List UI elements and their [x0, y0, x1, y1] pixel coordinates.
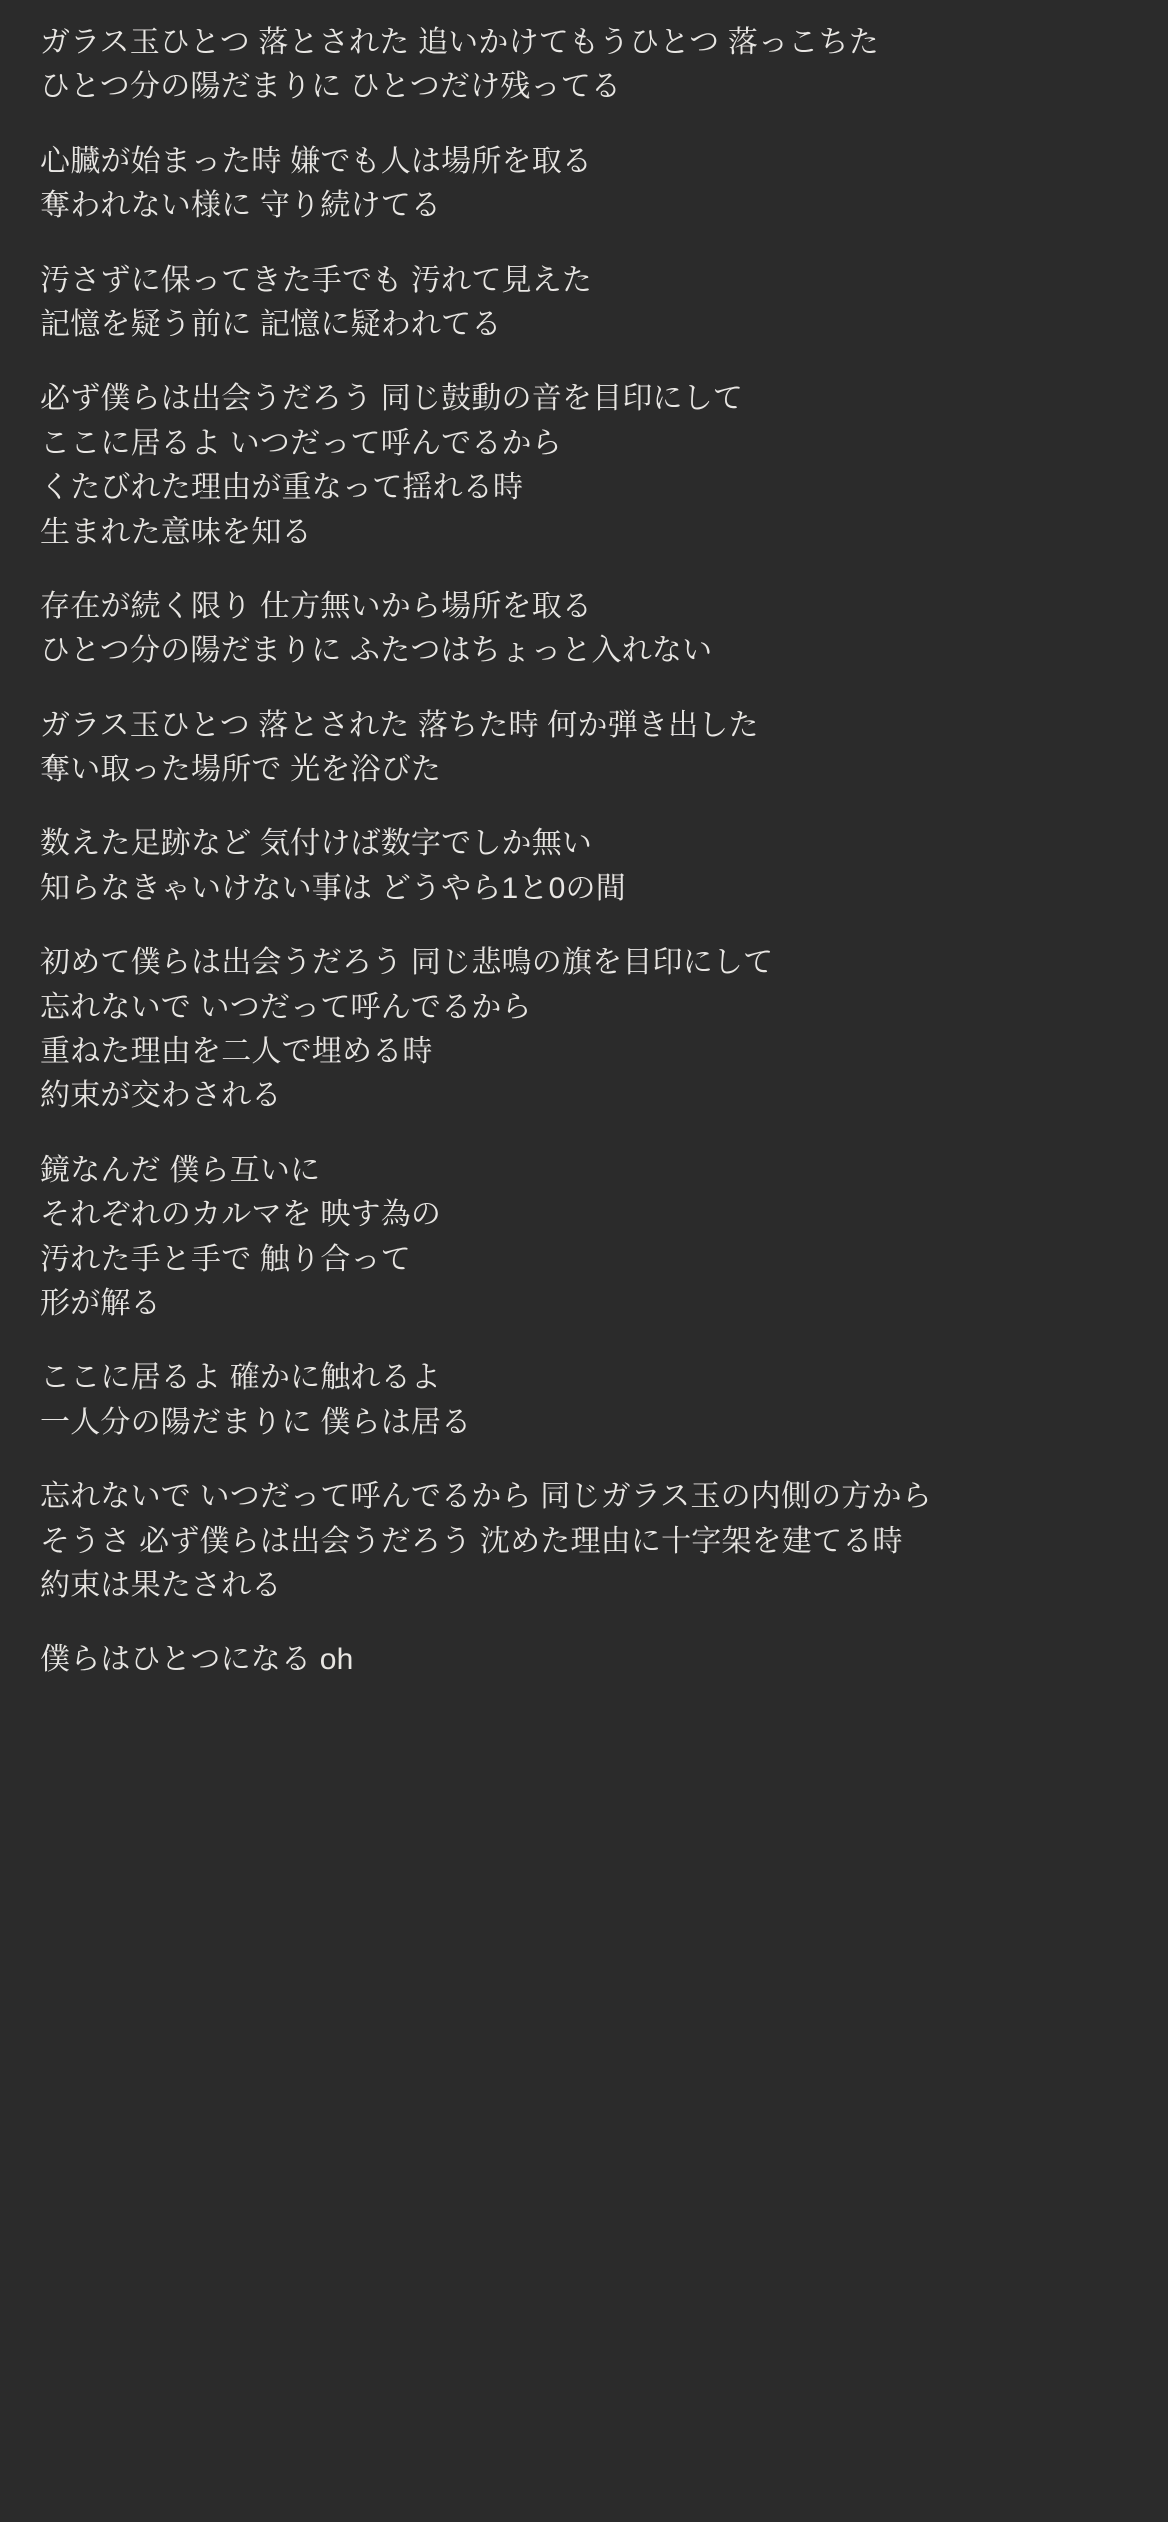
lyrics-line: くたびれた理由が重なって揺れる時: [40, 471, 524, 505]
lyrics-line: 初めて僕らは出会うだろう 同じ悲鳴の旗を目印にして: [40, 946, 774, 980]
lyrics-stanza: [40, 24, 1128, 107]
lyrics-line: 存在が続く限り 仕方無いから場所を取る: [40, 589, 593, 623]
lyrics-stanza: [40, 262, 1128, 345]
lyrics-line: 奪われない様に 守り続けてる: [40, 189, 442, 223]
lyrics-line: 汚さずに保ってきた手でも 汚れて見えた: [40, 263, 593, 297]
lyrics-line: ガラス玉ひとつ 落とされた 落ちた時 何か弾き出した: [40, 708, 759, 742]
lyrics-line: 知らなきゃいけない事は どうやら1と0の間: [40, 871, 626, 905]
lyrics-line: 形が解る: [40, 1286, 161, 1320]
lyrics-line: 奪い取った場所で 光を浴びた: [40, 753, 442, 787]
lyrics-line: 必ず僕らは出会うだろう 同じ鼓動の音を目印にして: [40, 382, 744, 416]
lyrics-line: 約束は果たされる: [40, 1568, 282, 1602]
lyrics-stanza: [40, 1152, 1128, 1324]
lyrics-line: そうさ 必ず僕らは出会うだろう 沈めた理由に十字架を建てる時: [40, 1524, 903, 1558]
lyrics-line: 数えた足跡など 気付けば数字でしか無い: [40, 827, 593, 861]
lyrics-stanza: [40, 1359, 1128, 1442]
lyrics-stanza: [40, 707, 1128, 790]
lyrics-line: 約束が交わされる: [40, 1079, 282, 1113]
lyrics-line: 生まれた意味を知る: [40, 515, 312, 549]
lyrics-line: ひとつ分の陽だまりに ひとつだけ残ってる: [40, 70, 622, 104]
lyrics-line: 汚れた手と手で 触り合って: [40, 1242, 411, 1276]
lyrics-stanza: [40, 588, 1128, 671]
lyrics-line: 忘れないで いつだって呼んでるから: [40, 990, 532, 1024]
lyrics-line: 一人分の陽だまりに 僕らは居る: [40, 1405, 472, 1439]
lyrics-stanza: [40, 1478, 1128, 1605]
lyrics-stanza: [40, 1641, 1128, 1679]
lyrics-line: ここに居るよ 確かに触れるよ: [40, 1361, 442, 1395]
lyrics-stanza: [40, 825, 1128, 908]
lyrics-line: 鏡なんだ 僕ら互いに: [40, 1153, 321, 1187]
lyrics-line: それぞれのカルマを 映す為の: [40, 1198, 442, 1232]
lyrics-stanza: [40, 143, 1128, 226]
lyrics-line: ひとつ分の陽だまりに ふたつはちょっと入れない: [40, 634, 713, 668]
lyrics-line: 重ねた理由を二人で埋める時: [40, 1035, 433, 1069]
lyrics-stanza: [40, 944, 1128, 1116]
lyrics-line: 心臓が始まった時 嫌でも人は場所を取る: [40, 144, 593, 178]
lyrics-line: 僕らはひとつになる oh: [40, 1643, 354, 1677]
lyrics-line: ガラス玉ひとつ 落とされた 追いかけてもうひとつ 落っこちた: [40, 26, 879, 59]
lyrics-line: 記憶を疑う前に 記憶に疑われてる: [40, 307, 502, 341]
lyrics-line: ここに居るよ いつだって呼んでるから: [40, 426, 562, 460]
lyrics-line: 忘れないで いつだって呼んでるから 同じガラス玉の内側の方から: [40, 1480, 932, 1514]
lyrics-stanza: [40, 380, 1128, 552]
